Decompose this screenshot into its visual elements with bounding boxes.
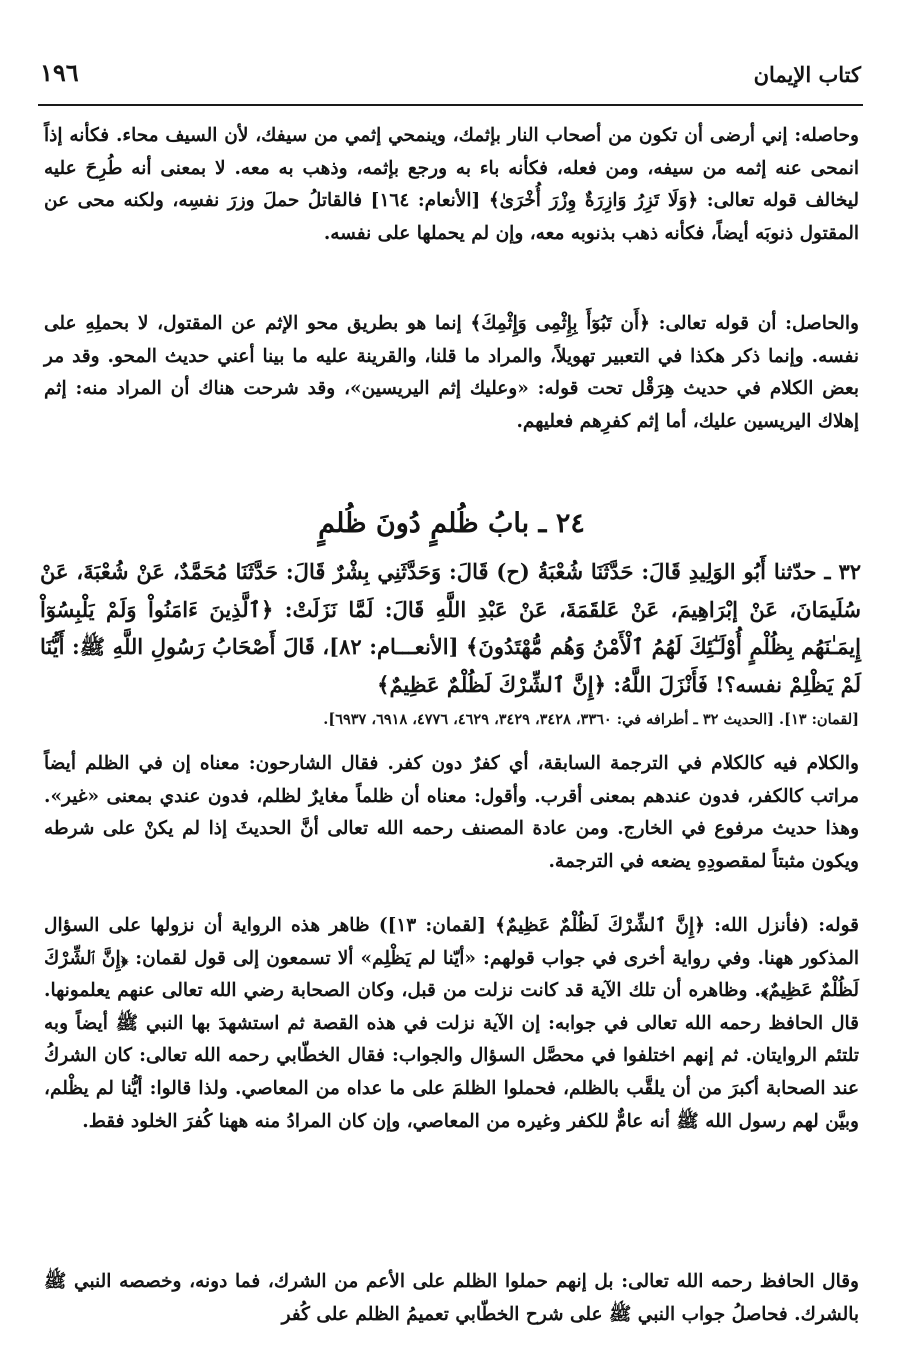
hadith-references: [لقمان: ١٣]. [الحديث ٣٢ ـ أطرافه في: ٣٣٦٠، ٣٤٢٨، ٣٤٢٩، ٤٦٢٩، ٤٧٧٦، ٦٩١٨، ٦٩٣٧]. (323, 711, 859, 728)
commentary-paragraph-5: وقال الحافظ رحمه الله تعالى: بل إنهم حملوا الظلم على الأعم من الشرك، فما دونه، وخصصه النبي ﷺ بالشرك. فحاصلُ جواب النبي ﷺ على شرح الخطّابي تعميمُ الظلم على كُفر (44, 1271, 859, 1325)
commentary-paragraph-3: والكلام فيه كالكلام في الترجمة السابقة، أي كفرٌ دون كفر. فقال الشارحون: معناه إن في الظلم أيضاً مراتب كالكفر، فدون عندهم بمعنى أقرب. وأقول: معناه أن ظلماً مغايرٌ لظلم، فدون عندي بمعنى «غير». وهذا حديث مرفوع في الخارج. ومن عادة المصنف رحمه الله تعالى أنَّ الحديثَ إذا لم يكنْ على شرطه ويكون مثبتاً لمقصودِهِ يضعه في الترجمة. (44, 753, 859, 872)
chapter-heading: ٢٤ ـ بابُ ظُلمٍ دُونَ ظُلمٍ (318, 508, 585, 539)
commentary-paragraph-4: قوله: (فأنزل الله: ﴿إِنَّ ٱلشِّرْكَ لَظُلْمٌ عَظِيمٌ﴾ [لقمان: ١٣]) ظاهر هذه الرواية أن نزولها على السؤال المذكور ههنا. وفي رواية أخرى في جواب قولهم: «أيّنا لم يَظْلِم» ألا تسمعون إلى قول لقمان: ﴿إِنَّ ٱلشِّرْكَ لَظُلْمٌ عَظِيمٌ﴾. وظاهره أن تلك الآية قد كانت نزلت من قبل، وكان الصحابة رضي الله تعالى عنهم يعلمونها. قال الحافظ رحمه الله تعالى في جوابه: إن الآية نزلت في هذه القصة ثم استشهدَ بها النبي ﷺ أيضاً وبه تلتئم الروايتان. ثم إنهم اختلفوا في محصَّل السؤال والجواب: فقال الخطّابي رحمه الله تعالى: كان الشركُ عند الصحابة أكبرَ من أن يلقَّب بالظلم، فحملوا الظلمَ على ما عداه من المعاصي. ولذا قالوا: أيُّنا لم يظْلم، وبيَّن لهم رسول الله ﷺ أنه عامٌّ للكفر وغيره من المعاصي، وإن كان المرادُ منه ههنا كُفرَ الخلود فقط. (44, 915, 859, 1132)
page-number: ١٩٦ (40, 58, 79, 87)
page-header (40, 58, 861, 98)
commentary-paragraph-1: وحاصله: إني أرضى أن تكون من أصحاب النار بإثمك، وينمحي إثمي من سيفك، لأن السيف محاء. فكأنه إذاً انمحى عنه إثمه من سيفه، ومن فعله، فكأنه باء به ورجع بإثمه، وذهب به معه. لا بمعنى أنه طُرِحَ عليه ليخالف قوله تعالى: ﴿وَلَا تَزِرُ وَازِرَةٌ وِزْرَ أُخْرَىٰ﴾ [الأنعام: ١٦٤] فالقاتلُ حملَ وزرَ نفسِه، ولكنه محى عن المقتول ذنوبَه أيضاً، فكأنه ذهب بذنوبه معه، وإن لم يحملها على نفسه. (44, 125, 859, 244)
running-title: كتاب الإيمان (753, 62, 861, 87)
commentary-paragraph-2: والحاصل: أن قوله تعالى: ﴿أَن تَبُوٓأَ بِإِثْمِى وَإِثْمِكَ﴾ إنما هو بطريق محو الإثم عن المقتول، لا بحملِهِ على نفسه. وإنما ذكر هكذا في التعبير تهويلاً، والمراد ما قلنا، والقرينة عليه ما بينا أعني حديث المحو. وقد مر بعض الكلام في حديث هِرَقْل تحت قوله: «وعليك إثم اليريسين»، وقد شرحت هناك أن المراد منه: إثم إهلاك اليريسين عليك، أما إثم كفرِهم فعليهم. (44, 313, 859, 432)
header-divider (38, 104, 863, 106)
hadith-text: ٣٢ ـ حدّثنا أَبُو الوَلِيدِ قَالَ: حَدَّثَنَا شُعْبَةُ (ح) قَالَ: وَحَدَّثَنِي بِشْرٌ قَالَ: حَدَّثَنَا مُحَمَّدٌ، عَنْ شُعْبَةَ، عَنْ سُلَيمَانَ، عَنْ إبْرَاهِيمَ، عَنْ عَلقَمَةَ، عَنْ عَبْدِ اللَّهِ قَالَ: لَمَّا نَزَلَتْ: ﴿ٱلَّذِينَ ءَامَنُواْ وَلَمْ يَلْبِسُوٓاْ إِيمَـٰنَهُم بِظُلْمٍ أُوْلَـٰٓئِكَ لَهُمُ ٱلْأَمْنُ وَهُم مُّهْتَدُونَ﴾ [الأنعـــام: ٨٢]، قَالَ أَصْحَابُ رَسُولِ اللَّهِ ﷺ: أَيُّنَا لَمْ يَظْلِمْ نفسه؟! فَأَنْزَلَ اللَّهُ: ﴿إِنَّ ٱلشِّرْكَ لَظُلْمٌ عَظِيمٌ﴾ (40, 559, 861, 697)
